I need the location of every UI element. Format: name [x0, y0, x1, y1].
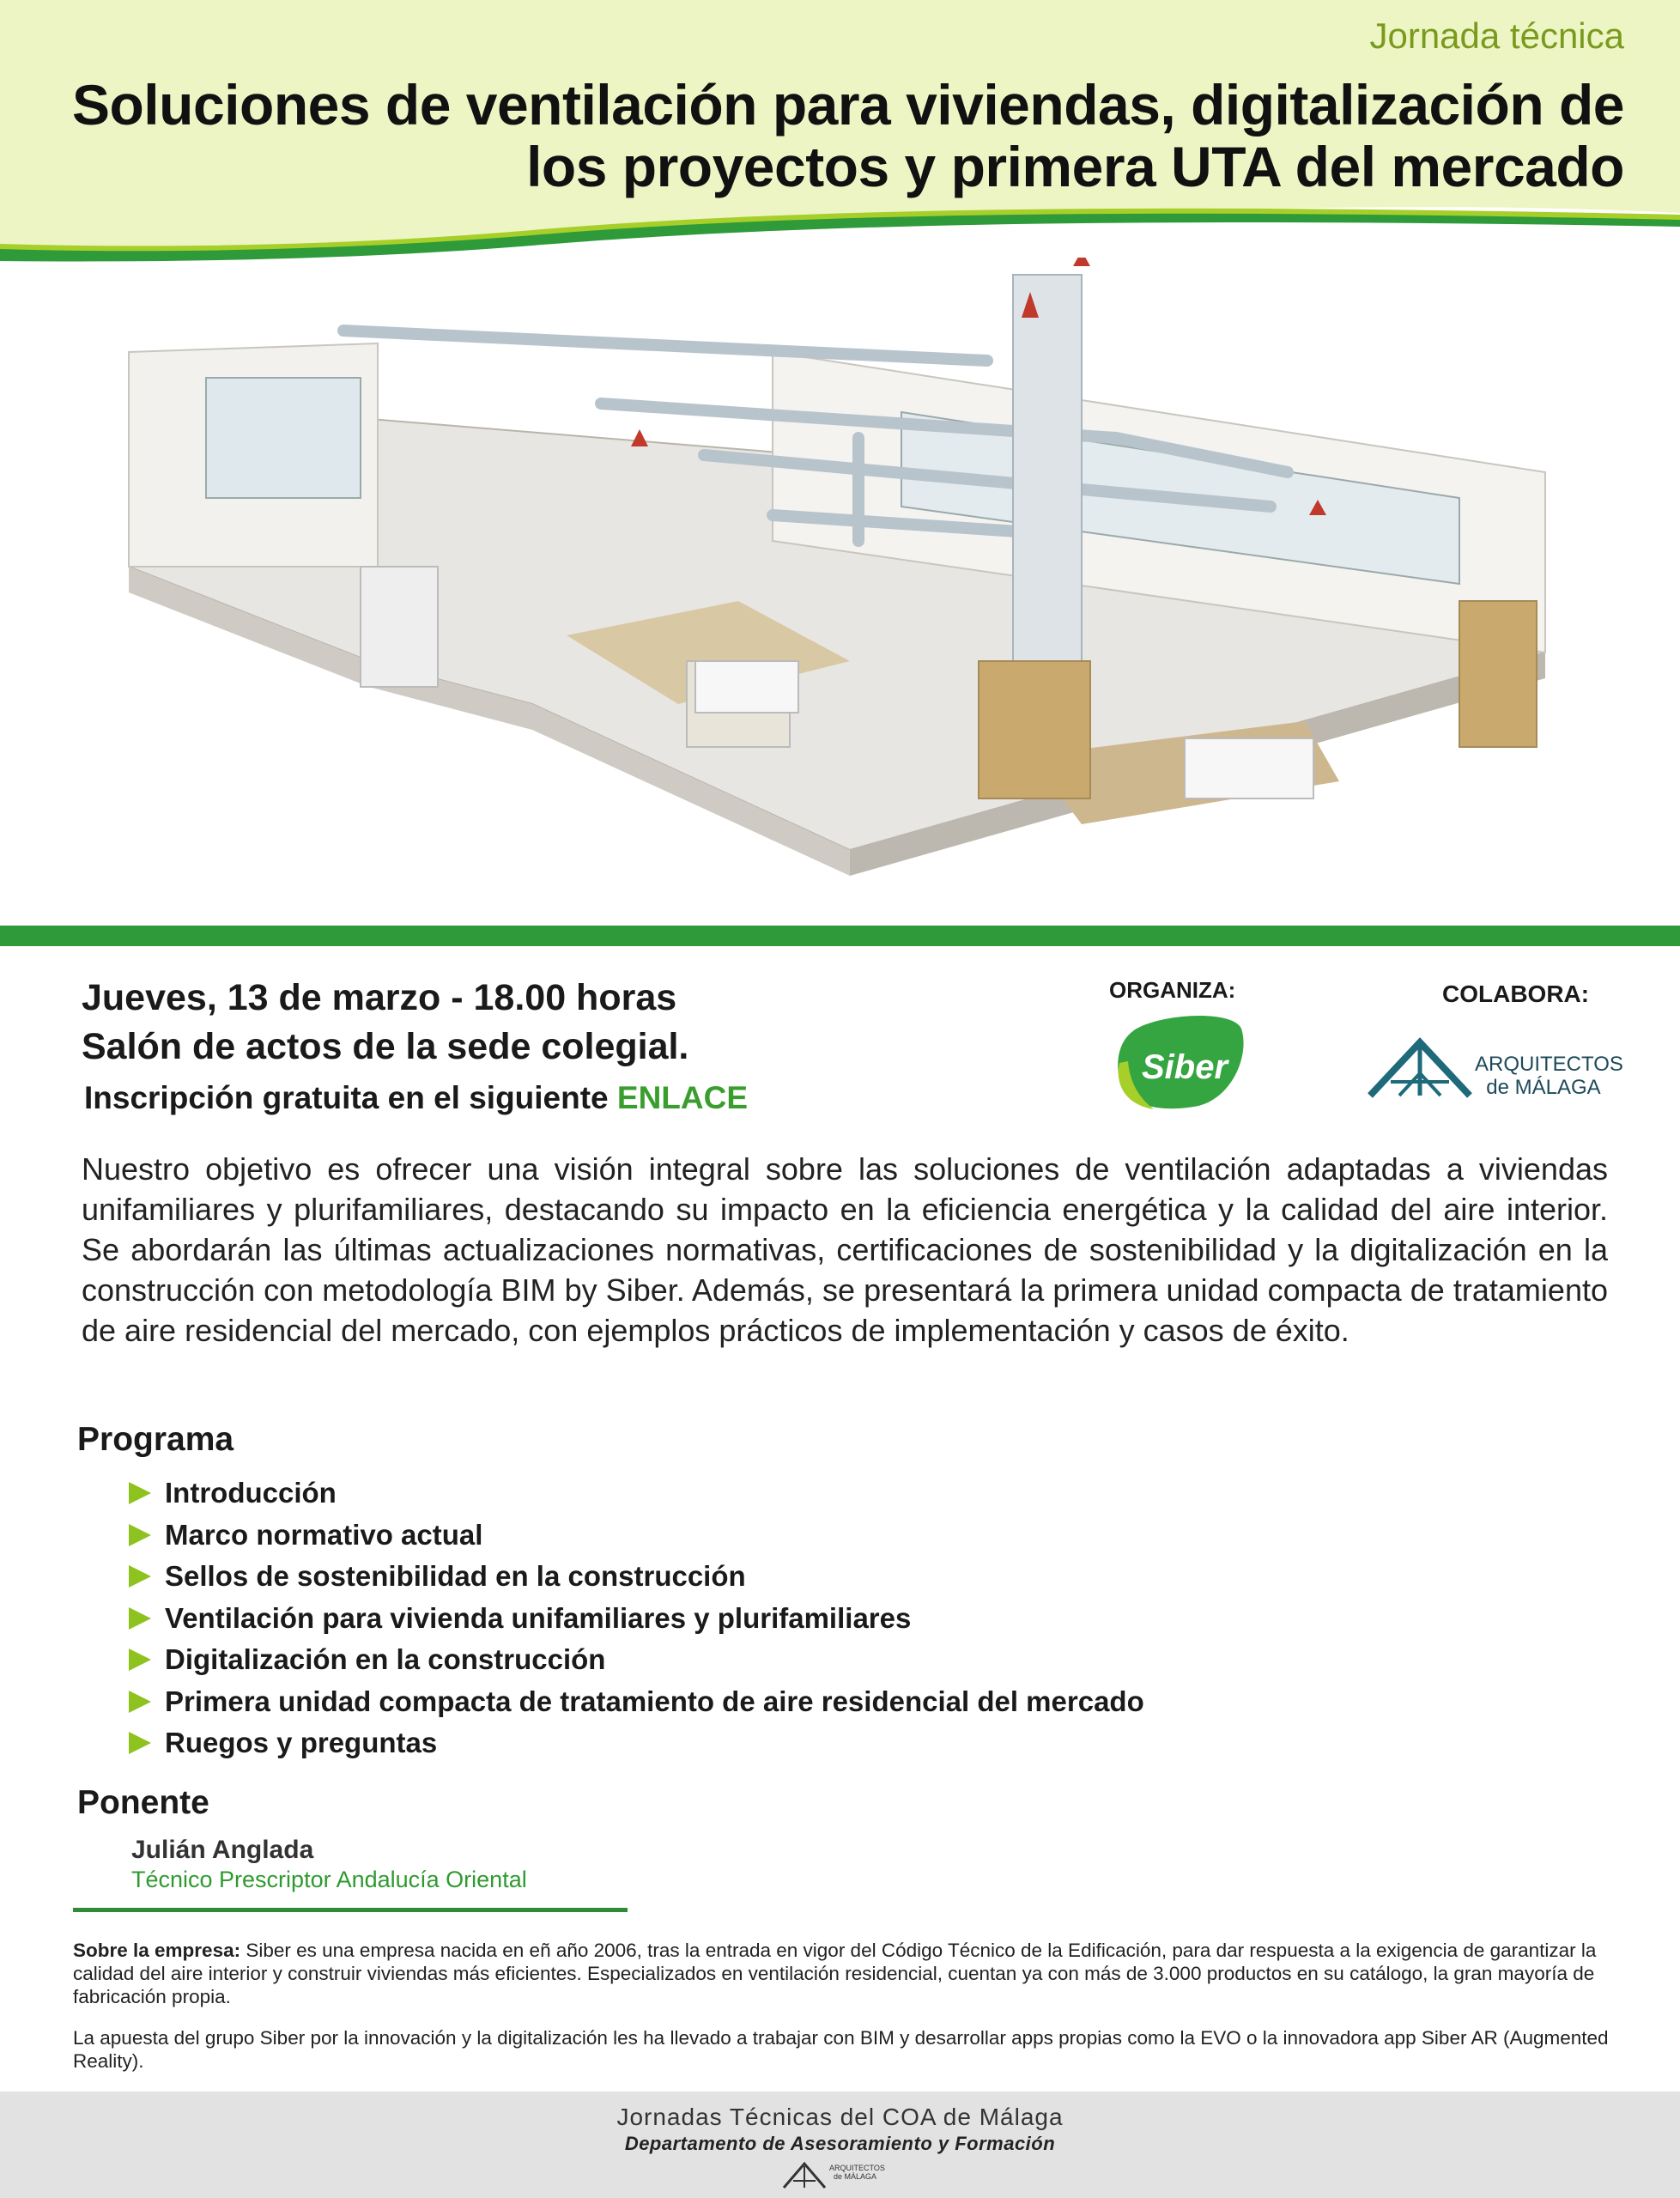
bullet-triangle-icon: [129, 1732, 151, 1754]
coa-logo-line1: ARQUITECTOS: [1475, 1053, 1623, 1076]
footer-title: Jornadas Técnicas del COA de Málaga: [616, 2104, 1064, 2130]
bullet-triangle-icon: [129, 1565, 151, 1588]
header-banner: [0, 0, 1680, 283]
footer: [0, 2092, 1680, 2198]
company-label: Sobre la empresa:: [73, 1940, 241, 1961]
ventilation-apartment-illustration: [0, 258, 1680, 919]
program-item: Digitalización en la construcción: [129, 1639, 1144, 1681]
registration-text: Inscripción gratuita en el siguiente: [84, 1080, 617, 1115]
bullet-triangle-icon: [129, 1648, 151, 1671]
company-paragraph-2: La apuesta del grupo Siber por la innovación y la digitalización les ha llevado a trabajar con BIM y desarrollar apps propias como la EVO o la innovadora app Siber AR (Augmented Reality).: [73, 2027, 1609, 2072]
coa-logo-text: [1475, 1053, 1623, 1099]
speaker-name: Julián Anglada: [131, 1836, 314, 1864]
bullet-triangle-icon: [129, 1524, 151, 1546]
event-description: Nuestro objetivo es ofrecer una visión integral sobre las soluciones de ventilación adaptadas a viviendas unifamiliares y plurifamiliares, destacando su impacto en la eficiencia energética y la calidad del aire interior. Se abordarán las últimas actualizaciones normativas, certificaciones de sostenibilidad y la digitalización en la construcción con metodología BIM by Siber. Además, se presentará la primera unidad compacta de tratamiento de aire residencial del mercado, con ejemplos prácticos de implementación y casos de éxito.: [82, 1151, 1608, 1348]
bullet-triangle-icon: [129, 1691, 151, 1713]
program-list: [129, 1472, 1144, 1764]
coa-roof-icon: [781, 2159, 828, 2191]
program-item: Marco normativo actual: [129, 1515, 1144, 1557]
coa-logo: [1365, 1030, 1623, 1106]
divider-line: [73, 1908, 628, 1912]
event-date: Jueves, 13 de marzo - 18.00 horas: [82, 977, 677, 1018]
program-item: Primera unidad compacta de tratamiento de aire residencial del mercado: [129, 1681, 1144, 1723]
colabora-label: COLABORA:: [1442, 981, 1590, 1007]
speaker-heading: Ponente: [77, 1784, 209, 1821]
speaker-role: Técnico Prescriptor Andalucía Oriental: [131, 1867, 527, 1892]
program-heading: Programa: [77, 1421, 234, 1458]
event-venue: Salón de actos de la sede colegial.: [82, 1026, 689, 1067]
registration-link[interactable]: ENLACE: [616, 1080, 749, 1115]
company-paragraph-1: Sobre la empresa: Siber es una empresa nacida en eñ año 2006, tras la entrada en vigor del Código Técnico de la Edificación, para dar respuesta a la exigencia de garantizar la calidad del aire interior y construir viviendas más eficientes. Especializados en ventilación residencial, cuentan ya con más de 3.000 productos en su catálogo, la gran mayoría de fabricación propia.: [73, 1940, 1597, 2007]
program-item: Ventilación para vivienda unifamiliares y plurifamiliares: [129, 1598, 1144, 1640]
organiza-label: ORGANIZA:: [1109, 977, 1236, 1003]
separator-bar: [0, 926, 1680, 946]
footer-coa-logo: [781, 2159, 901, 2193]
bullet-triangle-icon: [129, 1482, 151, 1504]
siber-logo-text: Siber: [1141, 1048, 1228, 1086]
coa-logo-line2: de MÁLAGA: [1486, 1076, 1601, 1099]
program-item: Introducción: [129, 1472, 1144, 1515]
event-kicker: Jornada técnica: [1369, 15, 1624, 56]
footer-logo-text: ARQUITECTOS de MÁLAGA: [829, 2164, 885, 2181]
bullet-triangle-icon: [129, 1607, 151, 1630]
coa-roof-icon: [1365, 1030, 1477, 1106]
siber-logo: [1113, 1011, 1250, 1111]
footer-subtitle: Departamento de Asesoramiento y Formación: [624, 2133, 1056, 2154]
program-item: Ruegos y preguntas: [129, 1722, 1144, 1764]
program-item: Sellos de sostenibilidad en la construcción: [129, 1556, 1144, 1598]
page-title: Soluciones de ventilación para viviendas, digitalización de los proyectos y primera UTA del mercado: [71, 73, 1624, 198]
registration-line: [84, 1080, 748, 1116]
